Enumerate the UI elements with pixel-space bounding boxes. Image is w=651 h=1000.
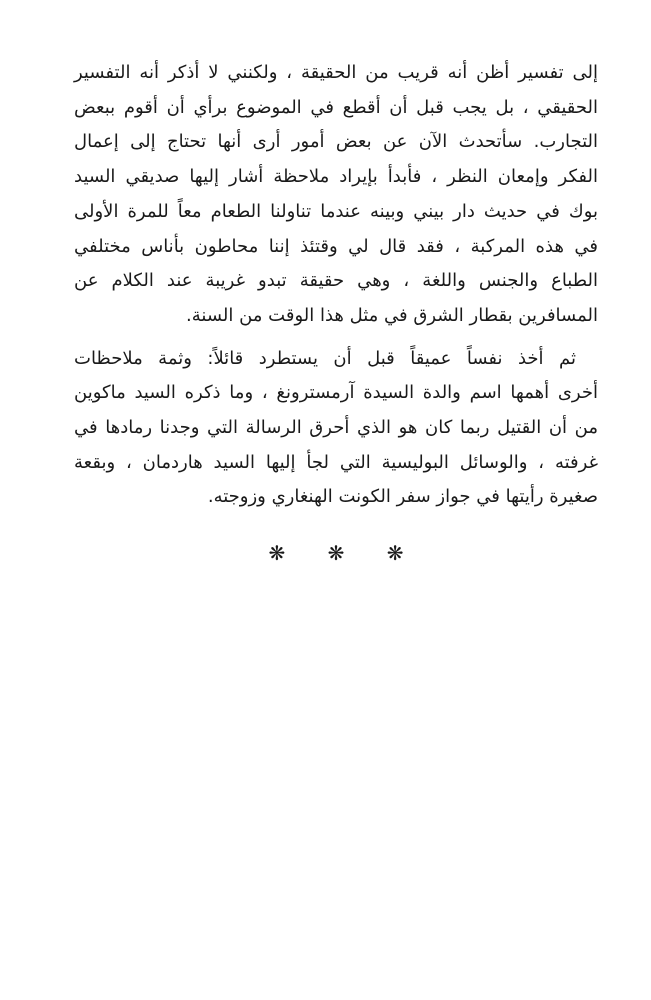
text-line: غرفته ، والوسائل البوليسية التي لجأ إليها السيد هاردمان ، وبقعة xyxy=(74,451,598,473)
text-line: إلى تفسير أظن أنه قريب من الحقيقة ، ولكنني لا أذكر أنه التفسير xyxy=(74,62,598,83)
text-line: بوك في حديث دار بيني وبينه عندما تناولنا الطعام معاً للمرة الأولى xyxy=(74,200,598,222)
text-line: الفكر وإمعان النظر ، فأبدأ بإيراد ملاحظة أشار إليها صديقي السيد xyxy=(74,166,598,188)
text-line: المسافرين بقطار الشرق في مثل هذا الوقت من السنة. xyxy=(186,304,598,326)
text-line: الطباع والجنس واللغة ، وهي حقيقة تبدو غريبة عند الكلام عن xyxy=(74,270,598,292)
paragraph-1 xyxy=(74,56,598,334)
book-page xyxy=(74,56,598,565)
text-line: الحقيقي ، بل يجب قبل أن أقطع في الموضوع برأي أن أقوم ببعض xyxy=(74,96,598,118)
paragraph-2 xyxy=(74,342,598,516)
text-line: صغيرة رأيتها في جواز سفر الكونت الهنغاري وزوجته. xyxy=(207,486,598,508)
text-line: أخرى أهمها اسم والدة السيدة آرمسترونغ ، وما ذكره السيد ماكوين xyxy=(74,382,598,404)
text-line: في هذه المركبة ، فقد قال لي وقتئذ إننا محاطون بأناس مختلفي xyxy=(74,235,598,257)
text-line: من أن القتيل ربما كان هو الذي أحرق الرسالة التي وجدنا رمادها في xyxy=(74,417,598,439)
text-line: ثم أخذ نفساً عميقاً قبل أن يستطرد قائلاً: وثمة ملاحظات xyxy=(74,347,576,369)
section-separator: ❋ ❋ ❋ xyxy=(268,541,422,566)
text-line: التجارب. سأتحدث الآن عن بعض أمور أرى أنها تحتاج إلى إعمال xyxy=(74,131,598,153)
